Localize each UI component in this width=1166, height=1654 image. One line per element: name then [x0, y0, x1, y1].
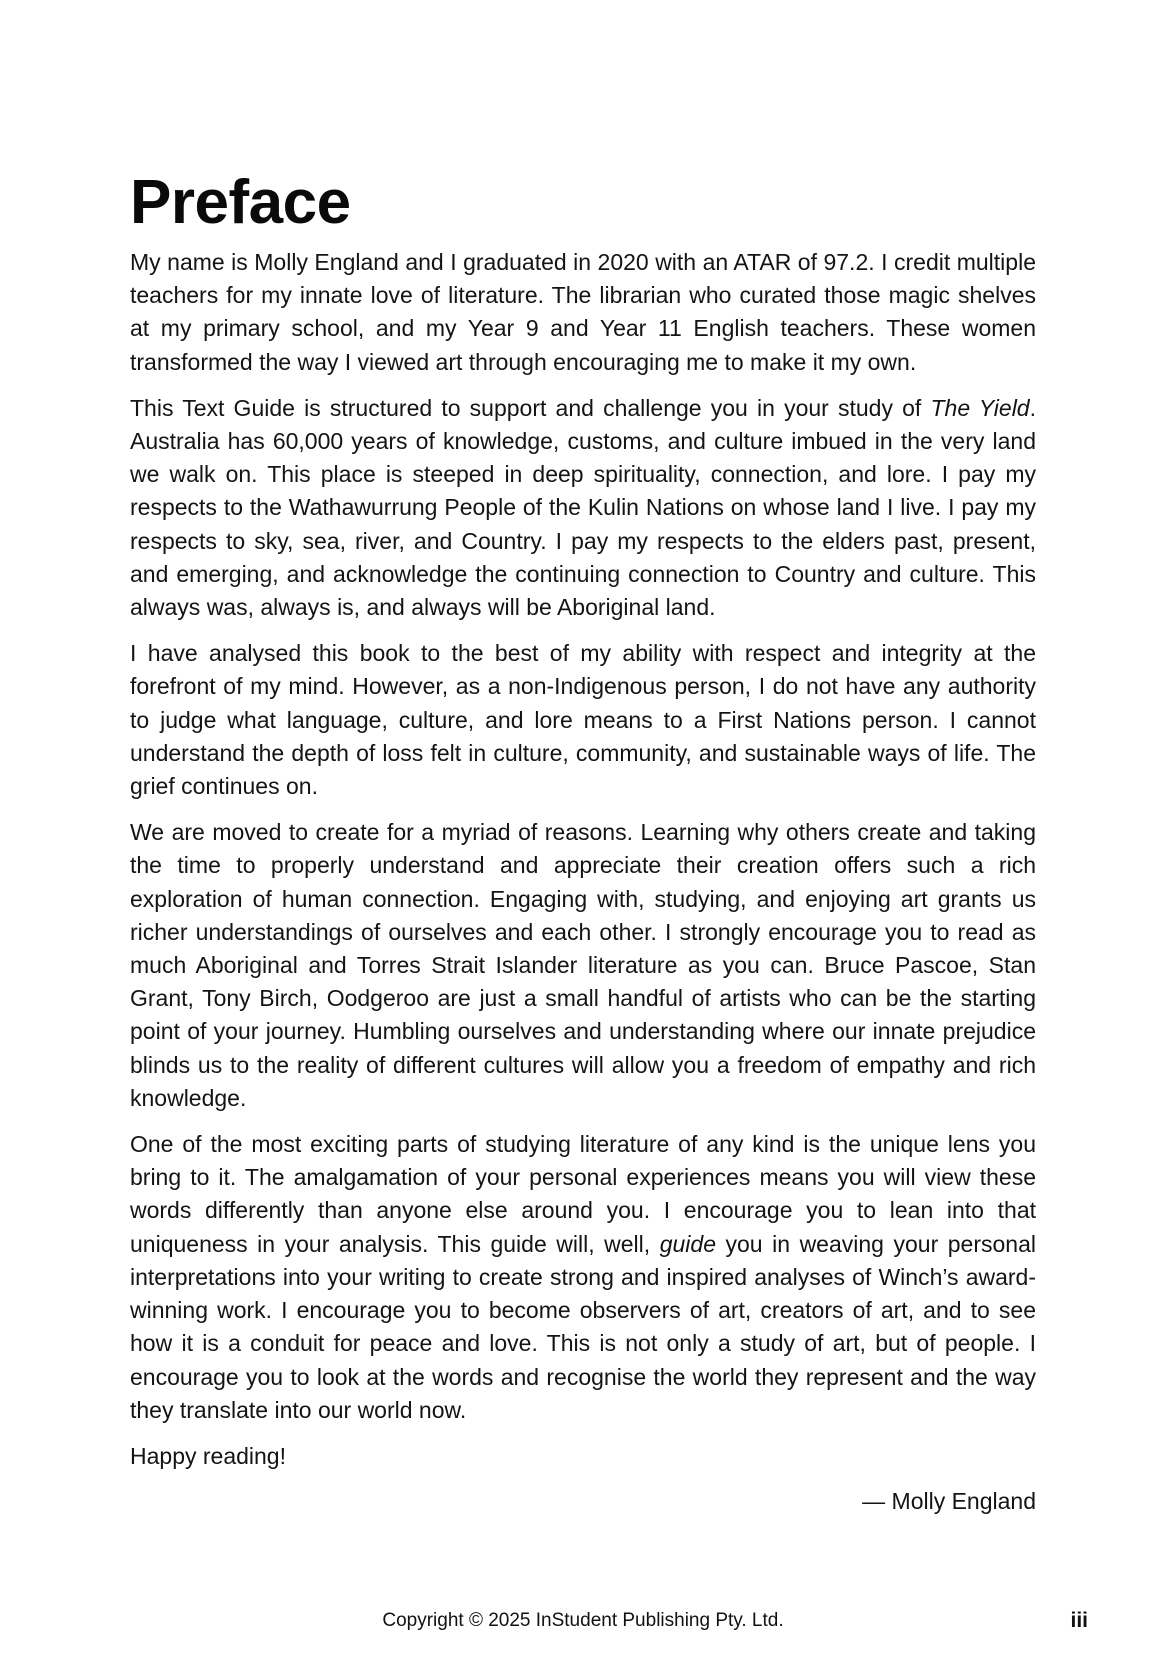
page-number: iii	[1070, 1609, 1088, 1632]
paragraph-text: This Text Guide is structured to support and challenge you in your study of	[130, 394, 931, 421]
paragraph-introduction: My name is Molly England and I graduated in 2020 with an ATAR of 97.2. I credit multiple teachers for my innate love of literature. The librarian who curated those magic shelves at my primary school, and my Year 9 and Year 11 English teachers. These women transformed the way I viewed art through encouraging me to make it my own.	[130, 249, 1036, 375]
page-content	[130, 168, 1036, 1518]
paragraph-text: One of the most exciting parts of studying literature of any kind is the unique lens you bring to it. The amalgamation of your personal experiences means you will view these words differently than anyone else around you. I encourage you to lean into that uniqueness in your analysis. This guide will, well,	[130, 1131, 1036, 1257]
paragraph-acknowledgement	[130, 392, 1036, 624]
book-title: The Yield	[930, 394, 1030, 421]
copyright-notice: Copyright © 2025 InStudent Publishing Pty. Ltd.	[382, 1610, 784, 1631]
paragraph-respect: I have analysed this book to the best of my ability with respect and integrity at the forefront of my mind. However, as a non-Indigenous person, I do not have any authority to judge what language, culture, and lore means to a First Nations person. I cannot understand the depth of loss felt in culture, community, and sustainable ways of life. The grief continues on.	[130, 640, 1036, 800]
page-footer	[0, 1606, 1166, 1636]
emphasis-word: guide	[659, 1230, 716, 1257]
closing-line: Happy reading!	[130, 1442, 286, 1469]
page-title: Preface	[130, 168, 351, 237]
paragraph-reasons: We are moved to create for a myriad of reasons. Learning why others create and taking the time to properly understand and appreciate their creation offers such a rich exploration of human connection. Engaging with, studying, and enjoying art grants us richer understandings of ourselves and each other. I strongly encourage you to read as much Aboriginal and Torres Strait Islander literature as you can. Bruce Pascoe, Stan Grant, Tony Birch, Oodgeroo are just a small handful of artists who can be the starting point of your journey. Humbling ourselves and understanding where our innate prejudice blinds us to the reality of different cultures will allow you a freedom of empathy and rich knowledge.	[130, 819, 1036, 1111]
paragraph-text: you in weaving your personal interpretations into your writing to create strong and inspired analyses of Winch’s award-winning work. I encourage you to become observers of art, creators of art, and to see how it is a conduit for peace and love. This is not only a study of art, but of people. I encourage you to look at the words and recognise the world they represent and the way they translate into our world now.	[130, 1230, 1036, 1423]
author-signature: — Molly England	[862, 1487, 1036, 1514]
paragraph-text: . Australia has 60,000 years of knowledge, customs, and culture imbued in the very land we walk on. This place is steeped in deep spirituality, connection, and lore. I pay my respects to the Wathawurrung People of the Kulin Nations on whose land I live. I pay my respects to sky, sea, river, and Country. I pay my respects to the elders past, present, and emerging, and acknowledge the continuing connection to Country and culture. This always was, always is, and always will be Aboriginal land.	[130, 394, 1036, 621]
paragraph-unique-lens	[130, 1128, 1036, 1427]
